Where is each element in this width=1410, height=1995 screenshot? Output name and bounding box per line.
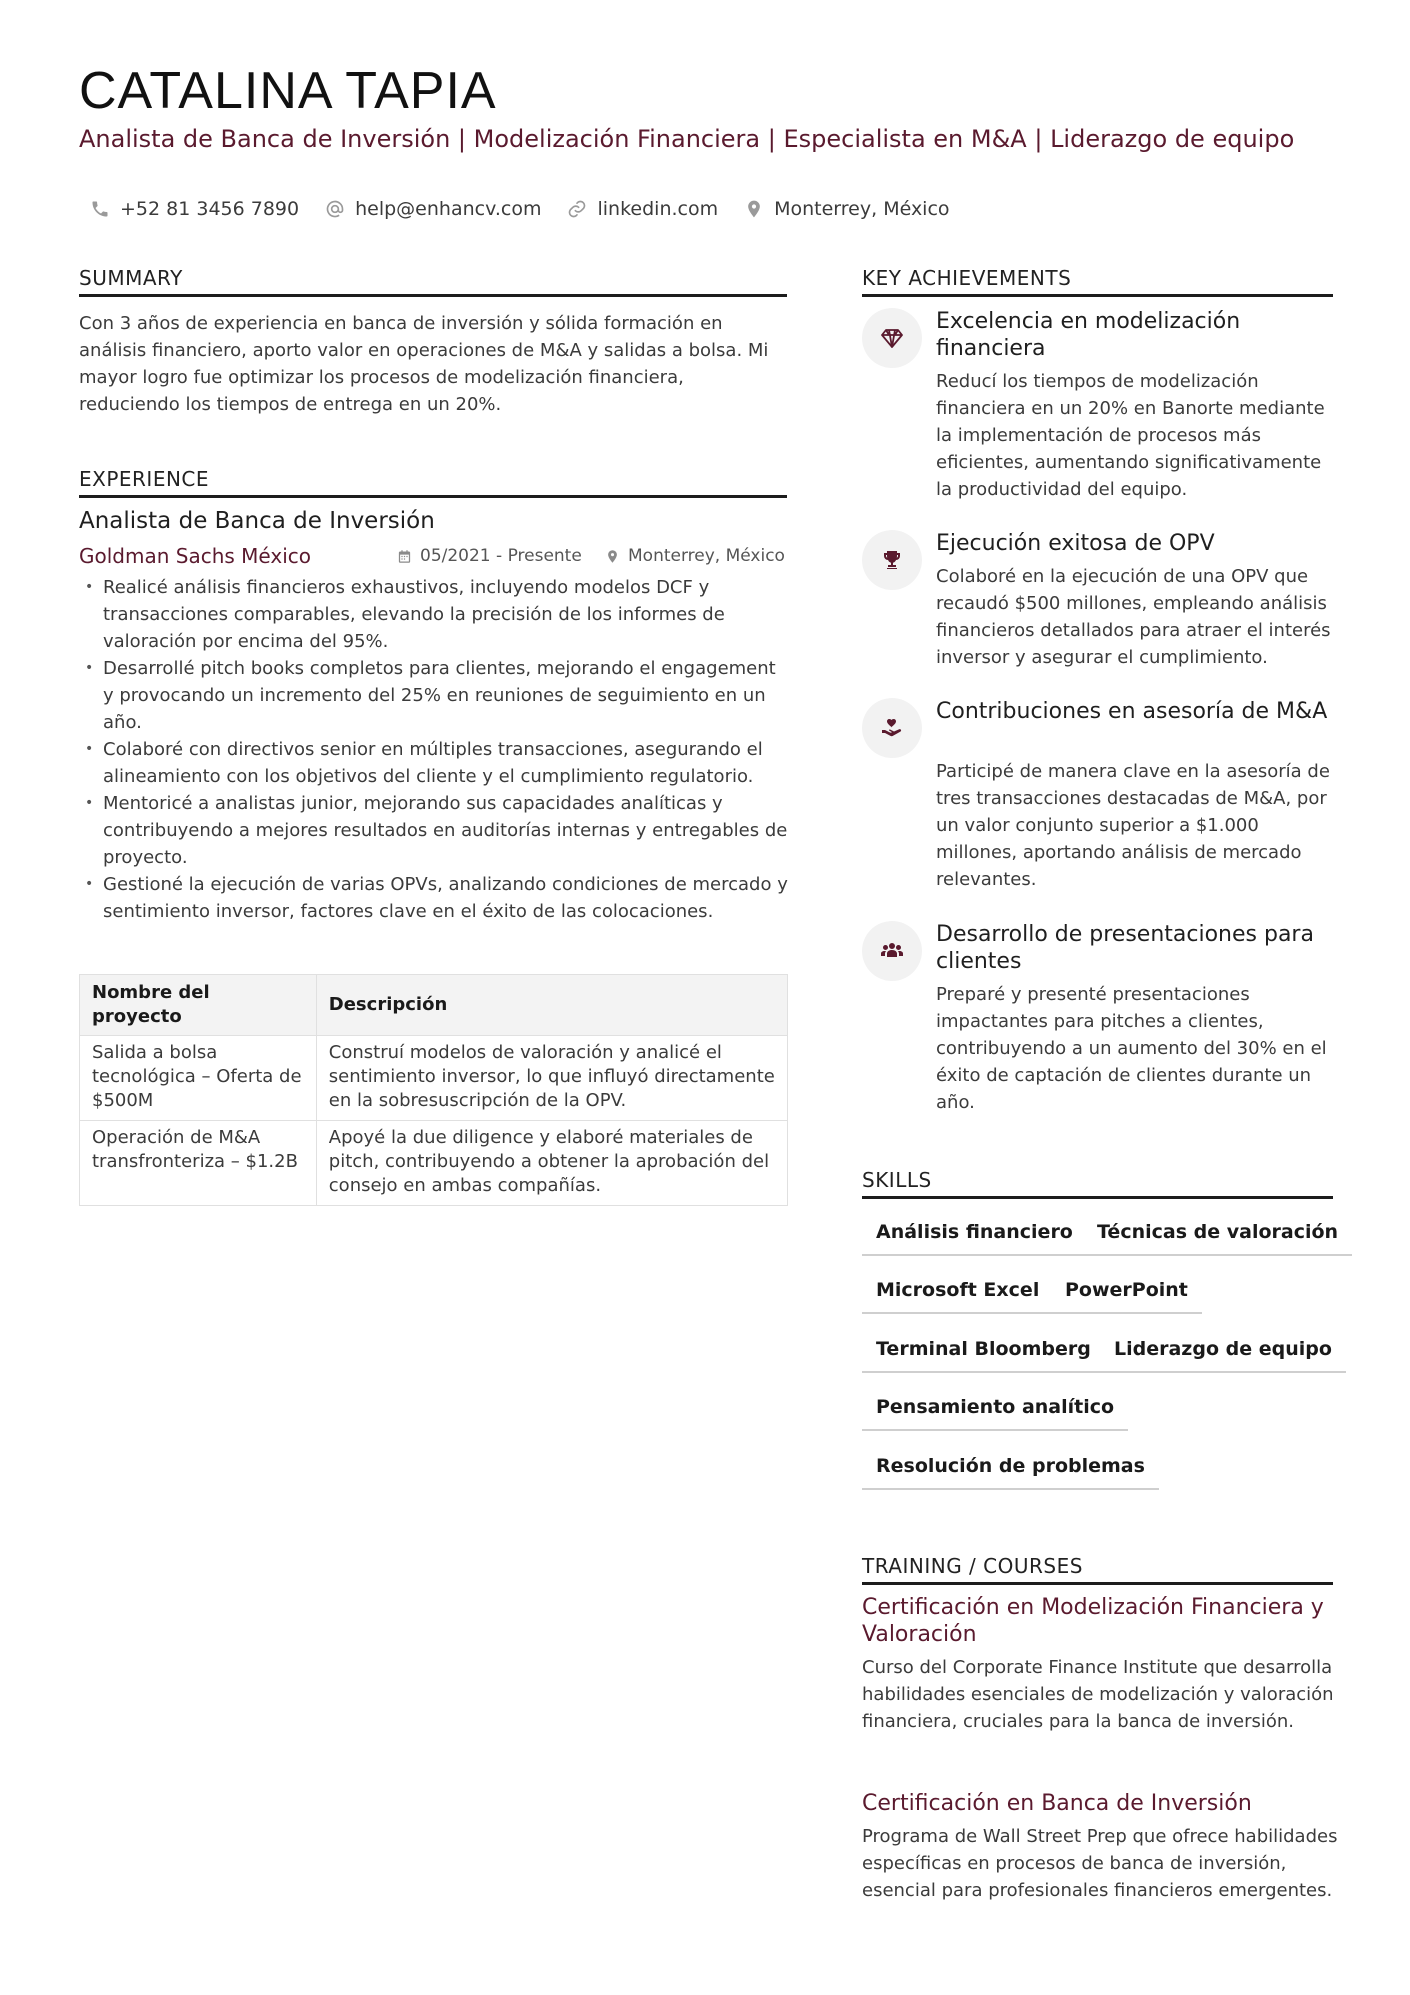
job-bullets bbox=[79, 574, 789, 925]
skill-tag: PowerPoint bbox=[1051, 1278, 1202, 1314]
contact-location bbox=[744, 198, 949, 220]
achievement-desc: Colaboré en la ejecución de una OPV que recaudó $500 millones, empleando análisis financieros detallados para atraer el interés inversor y asegurar el cumplimiento. bbox=[936, 566, 1331, 668]
contact-linkedin[interactable] bbox=[567, 198, 718, 220]
list-item: • Mentoricé a analistas junior, mejorando sus capacidades analíticas y contribuyendo a mejores resultados en auditorías internas y entregables de proyecto. bbox=[79, 790, 789, 871]
contact-linkedin-text[interactable]: linkedin.com bbox=[597, 198, 719, 220]
contact-phone bbox=[90, 198, 299, 220]
job-dates bbox=[397, 546, 582, 566]
skill-tag: Pensamiento analítico bbox=[862, 1395, 1128, 1431]
projects-table bbox=[79, 974, 788, 1206]
table-header-row bbox=[80, 975, 788, 1036]
achievement-title: Desarrollo de presentaciones para clientes bbox=[936, 922, 1314, 974]
skills-heading: SKILLS bbox=[862, 1168, 1333, 1199]
course-desc: Curso del Corporate Finance Institute que desarrolla habilidades esenciales de modelización y valoración financiera, cruciales para la banca de inversión. bbox=[862, 1657, 1334, 1732]
table-row bbox=[80, 1121, 788, 1206]
achievement-icon-wrap bbox=[862, 921, 922, 981]
list-item: • Colaboré con directivos senior en múltiples transacciones, asegurando el alineamiento con los objetivos del cliente y el cumplimiento regulatorio. bbox=[79, 736, 789, 790]
summary-text: Con 3 años de experiencia en banca de inversión y sólida formación en análisis financiero, aporto valor en operaciones de M&A y salidas a bolsa. Mi mayor logro fue optimizar los procesos de modelización financiera, reduciendo los tiempos de entrega en un 20%. bbox=[79, 313, 769, 415]
achievement-icon-wrap bbox=[862, 698, 922, 758]
trophy-icon bbox=[880, 548, 904, 572]
summary-heading: SUMMARY bbox=[79, 266, 787, 297]
skill-tag: Análisis financiero bbox=[862, 1220, 1087, 1256]
table-cell: Salida a bolsa tecnológica – Oferta de $500M bbox=[80, 1036, 317, 1121]
training-heading: TRAINING / COURSES bbox=[862, 1554, 1333, 1585]
achievement-title: Contribuciones en asesoría de M&A bbox=[936, 699, 1328, 724]
skill-tag: Microsoft Excel bbox=[862, 1278, 1053, 1314]
phone-icon bbox=[90, 199, 110, 219]
contact-phone-text: +52 81 3456 7890 bbox=[120, 198, 300, 220]
skill-tag: Técnicas de valoración bbox=[1083, 1220, 1352, 1256]
list-item: • Desarrollé pitch books completos para clientes, mejorando el engagement y provocando un incremento del 25% en reuniones de seguimiento en un año. bbox=[79, 655, 789, 736]
job-location bbox=[605, 546, 785, 566]
job-location-text: Monterrey, México bbox=[628, 546, 785, 566]
at-icon bbox=[325, 199, 345, 219]
course-desc: Programa de Wall Street Prep que ofrece habilidades específicas en procesos de banca de inversión, esencial para profesionales financieros emergentes. bbox=[862, 1826, 1338, 1901]
table-cell: Apoyé la due diligence y elaboré materiales de pitch, contribuyendo a obtener la aprobación del consejo en ambas compañías. bbox=[316, 1121, 787, 1206]
table-cell: Operación de M&A transfronteriza – $1.2B bbox=[80, 1121, 317, 1206]
diamond-icon bbox=[880, 326, 904, 350]
calendar-icon bbox=[397, 549, 412, 564]
table-row bbox=[80, 1036, 788, 1121]
contact-email-text[interactable]: help@enhancv.com bbox=[355, 198, 542, 220]
job-dates-text: 05/2021 - Presente bbox=[420, 546, 582, 566]
course-title: Certificación en Modelización Financiera y Valoración bbox=[862, 1595, 1324, 1647]
achievement-icon-wrap bbox=[862, 530, 922, 590]
contact-location-text: Monterrey, México bbox=[774, 198, 950, 220]
candidate-name: CATALINA TAPIA bbox=[79, 62, 497, 120]
link-icon bbox=[567, 199, 587, 219]
hand-heart-icon bbox=[880, 716, 904, 740]
company-name: Goldman Sachs México bbox=[79, 544, 311, 568]
table-cell: Construí modelos de valoración y analicé el sentimiento inversor, lo que influyó directamente en la sobresuscripción de la OPV. bbox=[316, 1036, 787, 1121]
achievement-title: Excelencia en modelización financiera bbox=[936, 309, 1241, 361]
skill-tag: Resolución de problemas bbox=[862, 1454, 1159, 1490]
table-header-cell: Nombre del proyecto bbox=[80, 975, 317, 1036]
achievement-desc: Reducí los tiempos de modelización financiera en un 20% en Banorte mediante la implementación de procesos más eficientes, aumentando significativamente la productividad del equipo. bbox=[936, 371, 1325, 500]
candidate-tagline: Analista de Banca de Inversión | Modelización Financiera | Especialista en M&A | Liderazgo de equipo bbox=[79, 125, 1295, 153]
skill-tag: Liderazgo de equipo bbox=[1100, 1337, 1346, 1373]
achievement-desc: Participé de manera clave en la asesoría de tres transacciones destacadas de M&A, por un valor conjunto superior a $1.000 millones, aportando análisis de mercado relevantes. bbox=[936, 761, 1330, 890]
achievement-title: Ejecución exitosa de OPV bbox=[936, 531, 1215, 556]
course-title: Certificación en Banca de Inversión bbox=[862, 1791, 1252, 1816]
achievement-icon-wrap bbox=[862, 308, 922, 368]
map-pin-icon bbox=[744, 199, 764, 219]
achievement-item bbox=[862, 698, 1340, 898]
table-header-cell: Descripción bbox=[316, 975, 787, 1036]
experience-heading: EXPERIENCE bbox=[79, 467, 787, 498]
achievement-item bbox=[862, 530, 1340, 680]
achievement-desc: Preparé y presenté presentaciones impactantes para pitches a clientes, contribuyendo a un aumento del 30% en el éxito de captación de clientes durante un año. bbox=[936, 984, 1327, 1113]
achievement-item bbox=[862, 921, 1340, 1121]
skill-tag: Terminal Bloomberg bbox=[862, 1337, 1105, 1373]
list-item: • Gestioné la ejecución de varias OPVs, analizando condiciones de mercado y sentimiento inversor, factores clave en el éxito de las colocaciones. bbox=[79, 871, 789, 925]
contact-email[interactable] bbox=[325, 198, 541, 220]
contact-bar bbox=[90, 196, 976, 222]
achievement-item bbox=[862, 308, 1340, 508]
achievements-heading: KEY ACHIEVEMENTS bbox=[862, 266, 1333, 297]
list-item: • Realicé análisis financieros exhaustivos, incluyendo modelos DCF y transacciones comparables, elevando la precisión de los informes de valoración por encima del 95%. bbox=[79, 574, 789, 655]
map-pin-icon bbox=[605, 549, 620, 564]
job-title: Analista de Banca de Inversión bbox=[79, 508, 435, 534]
users-icon bbox=[880, 939, 904, 963]
